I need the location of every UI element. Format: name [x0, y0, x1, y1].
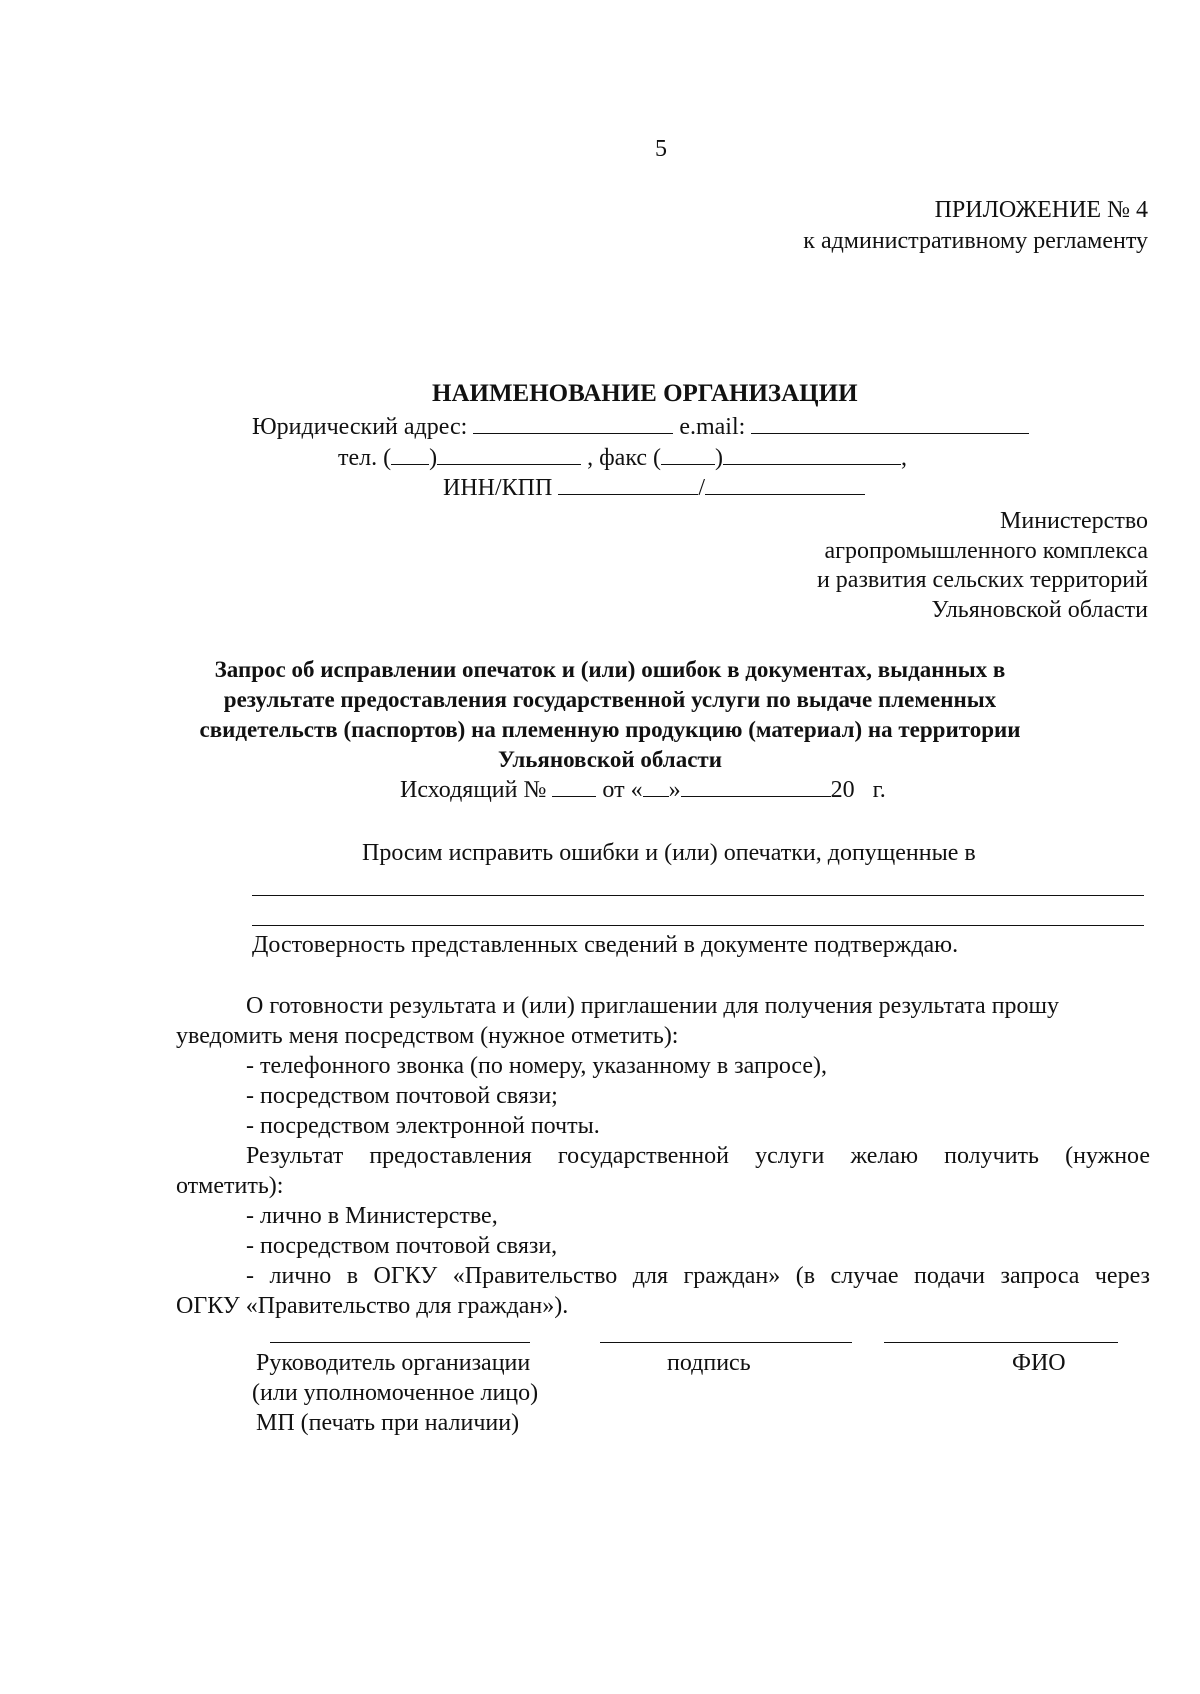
request-title-line4: Ульяновской области [498, 747, 722, 772]
kpp-field[interactable] [705, 493, 865, 495]
email-label: e.mail: [679, 414, 746, 440]
outgoing-year-suffix: г. [872, 777, 886, 803]
email-field[interactable] [751, 432, 1029, 434]
address-field[interactable] [473, 432, 673, 434]
notify-option-email[interactable]: - посредством электронной почты. [246, 1113, 600, 1139]
outgoing-close-quote: » [668, 777, 681, 803]
phone-close: ) [429, 445, 438, 471]
inn-separator: / [698, 475, 706, 501]
request-title-line1: Запрос об исправлении опечаток и (или) ошибок в документах, выданных в [214, 657, 1006, 682]
request-blank-line-1[interactable] [252, 895, 1144, 896]
outgoing-month-field[interactable] [681, 795, 831, 797]
outgoing-label: Исходящий № [400, 777, 547, 803]
notify-option-phone[interactable]: - телефонного звонка (по номеру, указанному в запросе), [246, 1053, 828, 1079]
fax-field[interactable] [723, 463, 901, 465]
org-address-row [252, 414, 1029, 441]
inn-label: ИНН/КПП [443, 475, 553, 501]
notify-line2: уведомить меня посредством (нужное отметить): [176, 1023, 679, 1049]
phone-label: тел. ( [338, 445, 392, 471]
result-option-ogku-cont: ОГКУ «Правительство для граждан»). [176, 1293, 569, 1319]
name-signature-line[interactable] [884, 1342, 1118, 1343]
fax-end: , [901, 445, 908, 471]
page-number: 5 [655, 136, 667, 162]
outgoing-number-field[interactable] [552, 795, 596, 797]
phone-field[interactable] [437, 463, 581, 465]
appendix-subtitle: к административному регламенту [803, 228, 1148, 254]
result-option-post[interactable]: - посредством почтовой связи, [246, 1233, 558, 1259]
notify-line1: О готовности результата и (или) приглашении для получения результата прошу [246, 993, 1060, 1019]
appendix-title: ПРИЛОЖЕНИЕ № 4 [934, 197, 1148, 223]
result-line2: отметить): [176, 1173, 284, 1199]
request-title-line3: свидетельств (паспортов) на племенную продукцию (материал) на территории [199, 717, 1021, 742]
outgoing-day-field[interactable] [643, 795, 669, 797]
fio-label: ФИО [1012, 1350, 1066, 1376]
request-title-line2: результате предоставления государственной услуги по выдаче племенных [223, 687, 997, 712]
request-blank-line-2[interactable] [252, 925, 1144, 926]
outgoing-year-prefix: 20 [830, 777, 855, 803]
fax-label: , факс ( [587, 445, 662, 471]
signature-label: подпись [667, 1350, 751, 1376]
recipient-line3: и развития сельских территорий [816, 567, 1148, 593]
head-label-line1: Руководитель организации [256, 1350, 531, 1376]
request-text: Просим исправить ошибки и (или) опечатки, допущенные в [362, 840, 976, 866]
outgoing-row [400, 777, 886, 804]
phone-code-field[interactable] [391, 463, 429, 465]
fax-code-field[interactable] [661, 463, 715, 465]
recipient-line1: Министерство [1000, 508, 1148, 534]
inn-field[interactable] [558, 493, 698, 495]
recipient-line4: Ульяновской области [931, 597, 1148, 623]
stamp-label: МП (печать при наличии) [256, 1410, 520, 1436]
result-option-ogku[interactable]: - лично в ОГКУ «Правительство для граждан» (в случае подачи запроса через [246, 1263, 1150, 1289]
result-option-ministry[interactable]: - лично в Министерстве, [246, 1203, 498, 1229]
notify-option-post[interactable]: - посредством почтовой связи; [246, 1083, 558, 1109]
result-line1: Результат предоставления государственной услуги желаю получить (нужное [246, 1143, 1150, 1169]
org-phone-row [338, 445, 907, 472]
head-label-line2: (или уполномоченное лицо) [252, 1380, 539, 1406]
address-label: Юридический адрес: [252, 414, 468, 440]
fax-close: ) [715, 445, 724, 471]
outgoing-from: от « [602, 777, 643, 803]
org-name: НАИМЕНОВАНИЕ ОРГАНИЗАЦИИ [432, 380, 858, 407]
confirm-text: Достоверность представленных сведений в документе подтверждаю. [252, 932, 959, 958]
recipient-line2: агропромышленного комплекса [824, 538, 1148, 564]
signature-line[interactable] [600, 1342, 852, 1343]
head-signature-line[interactable] [270, 1342, 530, 1343]
org-inn-row [443, 475, 865, 502]
